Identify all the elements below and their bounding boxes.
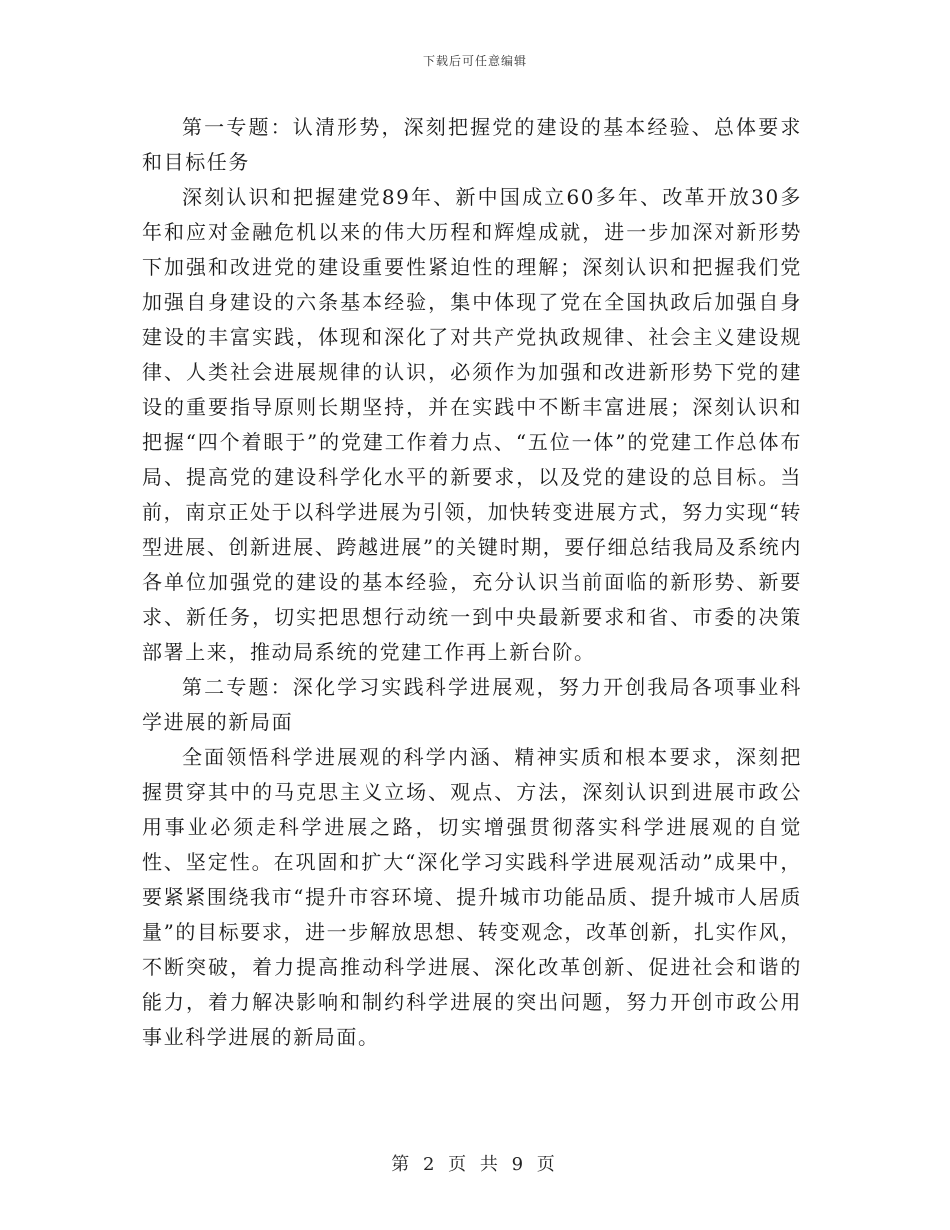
header-note: 下载后可任意编辑 [422,54,527,68]
section-heading-2: 第二专题：深化学习实践科学进展观，努力开创我局各项事业科学进展的新局面 [142,675,802,734]
document-body [142,110,802,1055]
page-number: 第 2 页 共 9 页 [391,1154,559,1175]
body-paragraph-1: 深刻认识和把握建党89年、新中国成立60多年、改革开放30多年和应对金融危机以来的伟大历程和辉煌成就，进一步加深对新形势下加强和改进党的建设重要性紧迫性的理解；深刻认识和把握我们党加强自身建设的六条基本经验，集中体现了党在全国执政后加强自身建设的丰富实践，体现和深化了对共产党执政规律、社会主义建设规律、人类社会进展规律的认识，必须作为加强和改进新形势下党的建设的重要指导原则长期坚持，并在实践中不断丰富进展；深刻认识和把握“四个着眼于”的党建工作着力点、“五位一体”的党建工作总体布局、提高党的建设科学化水平的新要求，以及党的建设的总目标。当前，南京正处于以科学进展为引领，加快转变进展方式，努力实现“转型进展、创新进展、跨越进展”的关键时期，要仔细总结我局及系统内各单位加强党的建设的基本经验，充分认识当前面临的新形势、新要求、新任务，切实把思想行动统一到中央最新要求和省、市委的决策部署上来，推动局系统的党建工作再上新台阶。 [142,185,802,664]
body-paragraph-2: 全面领悟科学进展观的科学内涵、精神实质和根本要求，深刻把握贯穿其中的马克思主义立场、观点、方法，深刻认识到进展市政公用事业必须走科学进展之路，切实增强贯彻落实科学进展观的自觉性、坚定性。在巩固和扩大“深化学习实践科学进展观活动”成果中，要紧紧围绕我市“提升市容环境、提升城市功能品质、提升城市人居质量”的目标要求，进一步解放思想、转变观念，改革创新，扎实作风，不断突破，着力提高推动科学进展、深化改革创新、促进社会和谐的能力，着力解决影响和制约科学进展的突出问题，努力开创市政公用事业科学进展的新局面。 [142,745,802,1049]
section-heading-1: 第一专题：认清形势，深刻把握党的建设的基本经验、总体要求和目标任务 [142,115,802,174]
